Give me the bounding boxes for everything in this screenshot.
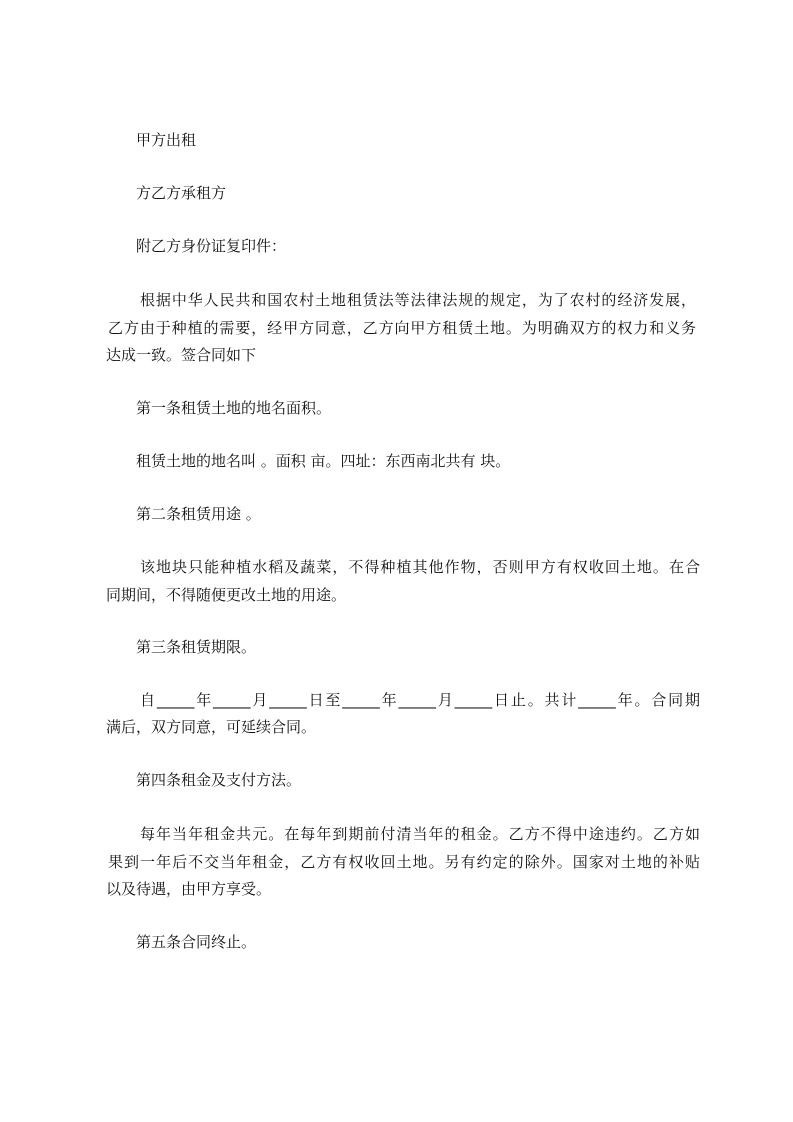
id-attachment-line: 附乙方身份证复印件： — [136, 237, 287, 255]
article-2-content-line-1: 该地块只能种植水稻及蔬菜，不得种植其他作物，否则甲方有权收回土地。在合 — [140, 558, 700, 576]
article-5-heading: 第五条合同终止。 — [136, 933, 257, 951]
party-b-line: 方乙方承租方 — [136, 184, 227, 202]
article-4-content-line-1: 每年当年租金共元。在每年到期前付清当年的租金。乙方不得中途违约。乙方如 — [140, 825, 700, 843]
article-3-heading: 第三条租赁期限。 — [136, 638, 257, 656]
intro-paragraph-line-2: 乙方由于种植的需要，经甲方同意，乙方向甲方租赁土地。为明确双方的权力和义务 — [108, 319, 696, 337]
article-4-content-line-3: 以及待遇，由甲方享受。 — [106, 880, 272, 898]
article-4-content-line-2: 果到一年后不交当年租金，乙方有权收回土地。另有约定的除外。国家对土地的补贴 — [108, 853, 700, 871]
article-2-heading: 第二条租赁用途 。 — [136, 505, 261, 523]
article-4-heading: 第四条租金及支付方法。 — [136, 771, 302, 789]
article-3-content-line-2: 满后，双方同意，可延续合同。 — [106, 718, 317, 736]
article-3-content-line-1: 自_____年_____月_____日至_____年_____月_____日止。共计_____年。合同期 — [140, 691, 700, 709]
article-1-heading: 第一条租赁土地的地名面积。 — [136, 399, 332, 417]
article-1-content: 租赁土地的地名叫 。面积 亩。四址：东西南北共有 块。 — [136, 452, 511, 470]
intro-paragraph-line-1: 根据中华人民共和国农村土地租赁法等法律法规的规定，为了农村的经济发展， — [140, 291, 696, 309]
intro-paragraph-line-3: 达成一致。签合同如下 — [106, 346, 257, 364]
party-a-line: 甲方出租 — [136, 131, 197, 149]
article-2-content-line-2: 同期间，不得随便更改土地的用途。 — [106, 586, 347, 604]
